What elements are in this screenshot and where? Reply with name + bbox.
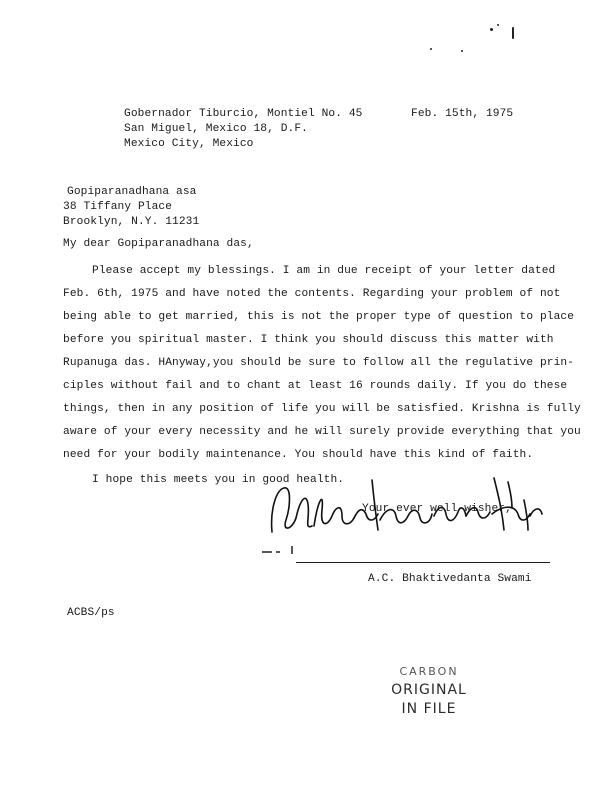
body-line: aware of your every necessity and he will surely provide everything that you: [63, 426, 581, 438]
carbon-original-stamp: [374, 662, 484, 719]
sender-address-line: San Miguel, Mexico 18, D.F.: [124, 123, 308, 135]
letter-date: Feb. 15th, 1975: [411, 108, 514, 120]
signatory-name: A.C. Bhaktivedanta Swami: [368, 573, 532, 585]
ink-speck: [461, 50, 463, 52]
body-line: Rupanuga das. HAnyway,you should be sure to follow all the regulative prin-: [63, 357, 575, 369]
recipient-address-line: Gopiparanadhana asa: [67, 186, 197, 198]
reference-initials: ACBS/ps: [67, 607, 115, 619]
body-line: Feb. 6th, 1975 and have noted the contents. Regarding your problem of not: [63, 288, 561, 300]
sender-address-line: Mexico City, Mexico: [124, 138, 254, 150]
body-line: Please accept my blessings. I am in due receipt of your letter dated: [92, 265, 556, 277]
body-line: need for your bodily maintenance. You should have this kind of faith.: [63, 449, 534, 461]
salutation: My dear Gopiparanadhana das,: [63, 238, 254, 250]
ink-speck: [490, 28, 493, 31]
signature-rule: [296, 562, 550, 563]
body-line: before you spiritual master. I think you should discuss this matter with: [63, 334, 554, 346]
stamp-line: ORIGINAL: [391, 682, 467, 698]
stamp-line: CARBON: [399, 665, 459, 678]
recipient-address-line: Brooklyn, N.Y. 11231: [63, 216, 200, 228]
closing-line: I hope this meets you in good health.: [92, 474, 345, 486]
body-line: being able to get married, this is not the proper type of question to place: [63, 311, 575, 323]
stamp-line: IN FILE: [401, 701, 457, 717]
complimentary-close: Your ever well-wisher,: [362, 503, 512, 515]
body-line: ciples without fail and to chant at least 16 rounds daily. If you do these: [63, 380, 568, 392]
ink-speck: [430, 48, 432, 50]
handwritten-signature: [262, 460, 562, 555]
sender-address-line: Gobernador Tiburcio, Montiel No. 45: [124, 108, 363, 120]
ink-speck: [497, 24, 499, 26]
ink-speck: [512, 27, 514, 39]
body-line: things, then in any position of life you will be satisfied. Krishna is fully: [63, 403, 581, 415]
recipient-address-line: 38 Tiffany Place: [63, 201, 173, 213]
